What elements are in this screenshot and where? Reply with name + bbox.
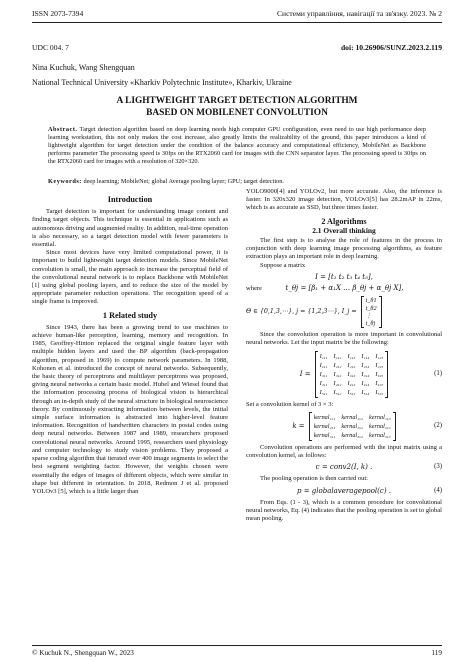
ij-vector-cell: t_θj xyxy=(365,319,376,327)
matrix-I-cell: I₂,₃ xyxy=(347,361,356,369)
equation-I: I = [t₁ t₂ t₃ t₄ t₅], xyxy=(315,272,373,281)
matrix-k xyxy=(312,412,393,441)
article-meta xyxy=(32,43,442,52)
matrix-k-cell: kernal₃,₂ xyxy=(341,431,363,439)
udc: UDC 004. 7 xyxy=(32,43,69,52)
right-paragraph-6: The pooling operation is then carried out: xyxy=(260,475,368,483)
matrix-I-cell: I₅,₂ xyxy=(333,388,342,396)
matrix-I-cell: I₁,₁ xyxy=(319,352,328,360)
footer-rule xyxy=(32,645,442,646)
equation-4-number: (4) xyxy=(434,486,442,494)
matrix-I-cell: I₂,₁ xyxy=(319,361,328,369)
right-paragraph-5: Convolution operations are performed with the input matrix using a convolution kernel, as follows: xyxy=(246,443,442,460)
matrix-k-cell: kernal₂,₃ xyxy=(369,422,391,430)
matrix-I-cell: I₄,₃ xyxy=(347,379,356,387)
right-paragraph-4: Set a convolution kernel of 3 × 3: xyxy=(246,400,334,408)
matrix-I-cell: I₅,₁ xyxy=(319,388,328,396)
matrix-I-cell: I₅,₄ xyxy=(361,388,370,396)
right-paragraph-2: Suppose a matrix xyxy=(260,261,306,269)
matrix-I-cell: I₃,₃ xyxy=(347,370,356,378)
paper-title xyxy=(32,96,442,119)
equation-theta: Θ ∈ {0,1,3,⋯}, j = {1,2,3⋯}, I_j = xyxy=(246,308,357,316)
matrix-I-cell: I₄,₂ xyxy=(333,379,342,387)
overall-thinking-heading: 2.1 Overall thinking xyxy=(312,225,376,235)
abstract-label: Abstract. xyxy=(48,126,78,133)
keywords-text: deep learning; MobileNet; global Average pooling layer; GPU; target detection. xyxy=(83,178,284,185)
journal-name: Системи управління, навігації та зв'язку. 2023. № 2 xyxy=(276,9,442,18)
header-rule xyxy=(32,22,442,23)
matrix-k-cell: kernal₁,₂ xyxy=(341,413,363,421)
abstract xyxy=(48,126,426,166)
where-label: where xyxy=(246,285,262,293)
title-line-2: BASED ON MOBILENET CONVOLUTION xyxy=(146,107,328,118)
matrix-I-cell: I₄,₁ xyxy=(319,379,328,387)
right-paragraph-0: YOLO9000[4] and YOLOv2, but more accurate. Also, the inference is faster. In 320x320 image detection, YOLOv3[5] has 28.2mAP in 22ms, which is as accurate as SSD, but three times faster. xyxy=(246,188,442,212)
page-footer xyxy=(32,649,442,657)
equation-4 xyxy=(246,487,442,496)
matrix-I xyxy=(318,351,386,398)
equation-1-number: (1) xyxy=(434,370,442,378)
left-column xyxy=(32,196,228,496)
matrix-I-cell: I₅,₅ xyxy=(375,388,384,396)
ij-vector-cell: ⋮ xyxy=(365,312,372,320)
ij-vector-cell: t_θ1 xyxy=(365,297,377,305)
matrix-I-cell: I₄,₄ xyxy=(361,379,370,387)
equation-p: p = globalaveragepool(c) . xyxy=(296,486,392,495)
related-heading: 1 Related study xyxy=(102,310,158,320)
abstract-text: Target detection algorithm based on deep learning needs high computer GPU configuration, even need to use high performance deep learning workstation, this not only makes the cost increase, also greatly limits the realizability of the ground, this paper introduces a kind of lightweight algorithm for target detection under the condition of the balance accuracy and computational efficiency, MobileNet as Backbone performs parameter The processing speed is 30fps on the RTX2060 card for images with the CNN separator layer. The processing speed is 30fps on the RTX2060 card for images with a resolution of 320×320. xyxy=(48,126,426,165)
affiliation: National Technical University «Kharkiv Polytechnic Institute», Kharkiv, Ukraine xyxy=(32,78,292,87)
right-column xyxy=(246,188,442,523)
equation-2-number: (2) xyxy=(434,422,442,430)
algorithms-heading: 2 Algorithms xyxy=(321,216,367,226)
intro-heading: Introduction xyxy=(107,195,153,204)
matrix-k-cell: kernal₁,₃ xyxy=(369,413,391,421)
matrix-I-cell: I₂,₂ xyxy=(333,361,342,369)
equation-3 xyxy=(246,463,442,472)
doi[interactable]: doi: 10.26906/SUNZ.2023.2.119 xyxy=(340,43,442,52)
matrix-I-cell: I₁,₅ xyxy=(375,352,384,360)
matrix-k-cell: kernal₁,₁ xyxy=(313,413,336,421)
keywords xyxy=(48,178,426,186)
authors: Nina Kuchuk, Wang Shengquan xyxy=(32,63,135,72)
matrix-I-cell: I₂,₄ xyxy=(361,361,370,369)
matrix-I-cell: I₅,₃ xyxy=(347,388,356,396)
issn: ISSN 2073-7394 xyxy=(32,9,84,18)
ij-vector-values xyxy=(364,296,379,328)
right-paragraph-7: From Eqs. (1 - 3), which is a common procedure for convolutional neural networks, Eq. (4) indicates that the pooling operation is set to global mean pooling. xyxy=(246,498,442,523)
matrix-I-cell: I₁,₂ xyxy=(333,352,342,360)
equation-t: t_θj = [β₁ + α₁X … β_θj + α_θj X], xyxy=(285,284,404,293)
right-paragraph-3: Since the convolution operation is more important in convolutional neural networks. Let the input matrix be the following: xyxy=(246,331,442,347)
right-paragraph-1: The first step is to analyse the role of features in the process in conjunction with deep learning image processing algorithms, as feature extraction plays an important role in deep learning. xyxy=(246,237,442,261)
matrix-I-cell: I₃,₅ xyxy=(375,370,384,378)
equation-2: k = kernal₁,₁ kernal₁,₂ kernal₁,₃ kernal₂,₁ kernal₂,₂ kernal₂,₃ kernal₃,₁ kernal₃,₂ kernal₃,₃ (2) xyxy=(292,413,442,439)
title-line-1: A LIGHTWEIGHT TARGET DETECTION ALGORITHM xyxy=(116,96,358,106)
matrix-k-cell: kernal₃,₁ xyxy=(313,431,336,439)
matrix-k-cell: kernal₃,₃ xyxy=(369,431,391,439)
matrix-I-cell: I₂,₅ xyxy=(375,361,384,369)
keywords-label: Keywords: xyxy=(48,178,82,185)
matrix-I-cell: I₃,₄ xyxy=(361,370,370,378)
matrix-I-cell: I₁,₄ xyxy=(361,352,370,360)
ij-vector xyxy=(361,296,382,328)
copyright: © Kuchuk N., Shengquan W., 2023 xyxy=(32,649,134,657)
related-paragraph-1: Since 1943, there has been a growing trend to use machines to achieve human-like perception, learning, memory and recognition. In 1985, Geoffrey-Hinton replaced the original single feature layer with multiple hidden layers and used the BP algorithm (back-propagation algorithm, proposed in 1969) to compute network parameters. In 1988, Kohonen et al. introduced the concept of neural networks. Subsequently, the basic theory of perceptrons and multilayer perceptrons was proposed, giving neural networks a certain basic model. Hubel and Wiesel found that the information processing process of biological vision is hierarchical through an in-depth study of the neural structure in biological neuroscience theory. By continuously extracting information between levels, the initial simple surface information is abstracted into higher-level feature information. Recognition of handwritten characters in postal codes using deep neural networks. Between 1987 and 1989, researchers proposed convolutional neural networks. Around 1995, researchers used physiology and computer technology to study vision problems. They proposed a sparse coding algorithm that iterated over 400 image segments to select the best segment weighting factor. However, the weights chosen were essentially the edges of images of different objects, which were similar in shape but different in orientation. In 2018, Redmon J et al. proposed YOLOv3 [5], which is a little larger than xyxy=(32,323,228,495)
equation-t-row xyxy=(246,284,442,293)
intro-paragraph-2: Since most devices have very limited computational power, it is important to build lightweight target detection models. Since MobileNet convolution is small, the main approach to increase the perceptual field of the convolutional neural network is to replace Backbone with MobileNet [1] using global pooling layers, and to reduce the size of the model by appropriate parameter reduction operations. The recognition speed of a single frame is improved. xyxy=(32,249,228,306)
matrix-k-cell: kernal₂,₂ xyxy=(341,422,363,430)
matrix-I-cell: I₃,₂ xyxy=(333,370,342,378)
matrix-I-cell: I₄,₅ xyxy=(375,379,384,387)
matrix-k-cell: kernal₂,₁ xyxy=(313,422,336,430)
running-header xyxy=(32,9,442,18)
equation-1: I = I₁,₁ I₁,₂ I₁,₃ I₁,₄ I₁,₅ I₂,₁ I₂,₂ I₂,₃ I₂,₄ I₂,₅ I₃,₁ I₃,₂ I₃,₃ I₃,₄ I₃,₅ I₄,₁ I₄,₂ I₄,₃ I₄,₄ I₄,₅ I₅,₁ I₅,₂ I₅,₃ I₅,₄ I₅,₅ (1) xyxy=(299,352,442,396)
equation-3-number: (3) xyxy=(434,463,442,471)
equation-theta-row xyxy=(246,296,442,328)
matrix-I-cell: I₃,₁ xyxy=(319,370,328,378)
matrix-I-cell: I₁,₃ xyxy=(347,352,356,360)
intro-paragraph-1: Target detection is important for understanding image content and finding target objects. This technique is essential in applications such as autonomous driving and augmented reality. In addition, real-time operation is also necessary, so a target detection model with fewer parameters is essential. xyxy=(32,208,228,249)
ij-vector-cell: t_θ2 xyxy=(365,304,377,312)
page-number: 119 xyxy=(431,649,442,657)
equation-c: c = conv2(I, k) . xyxy=(315,463,373,472)
